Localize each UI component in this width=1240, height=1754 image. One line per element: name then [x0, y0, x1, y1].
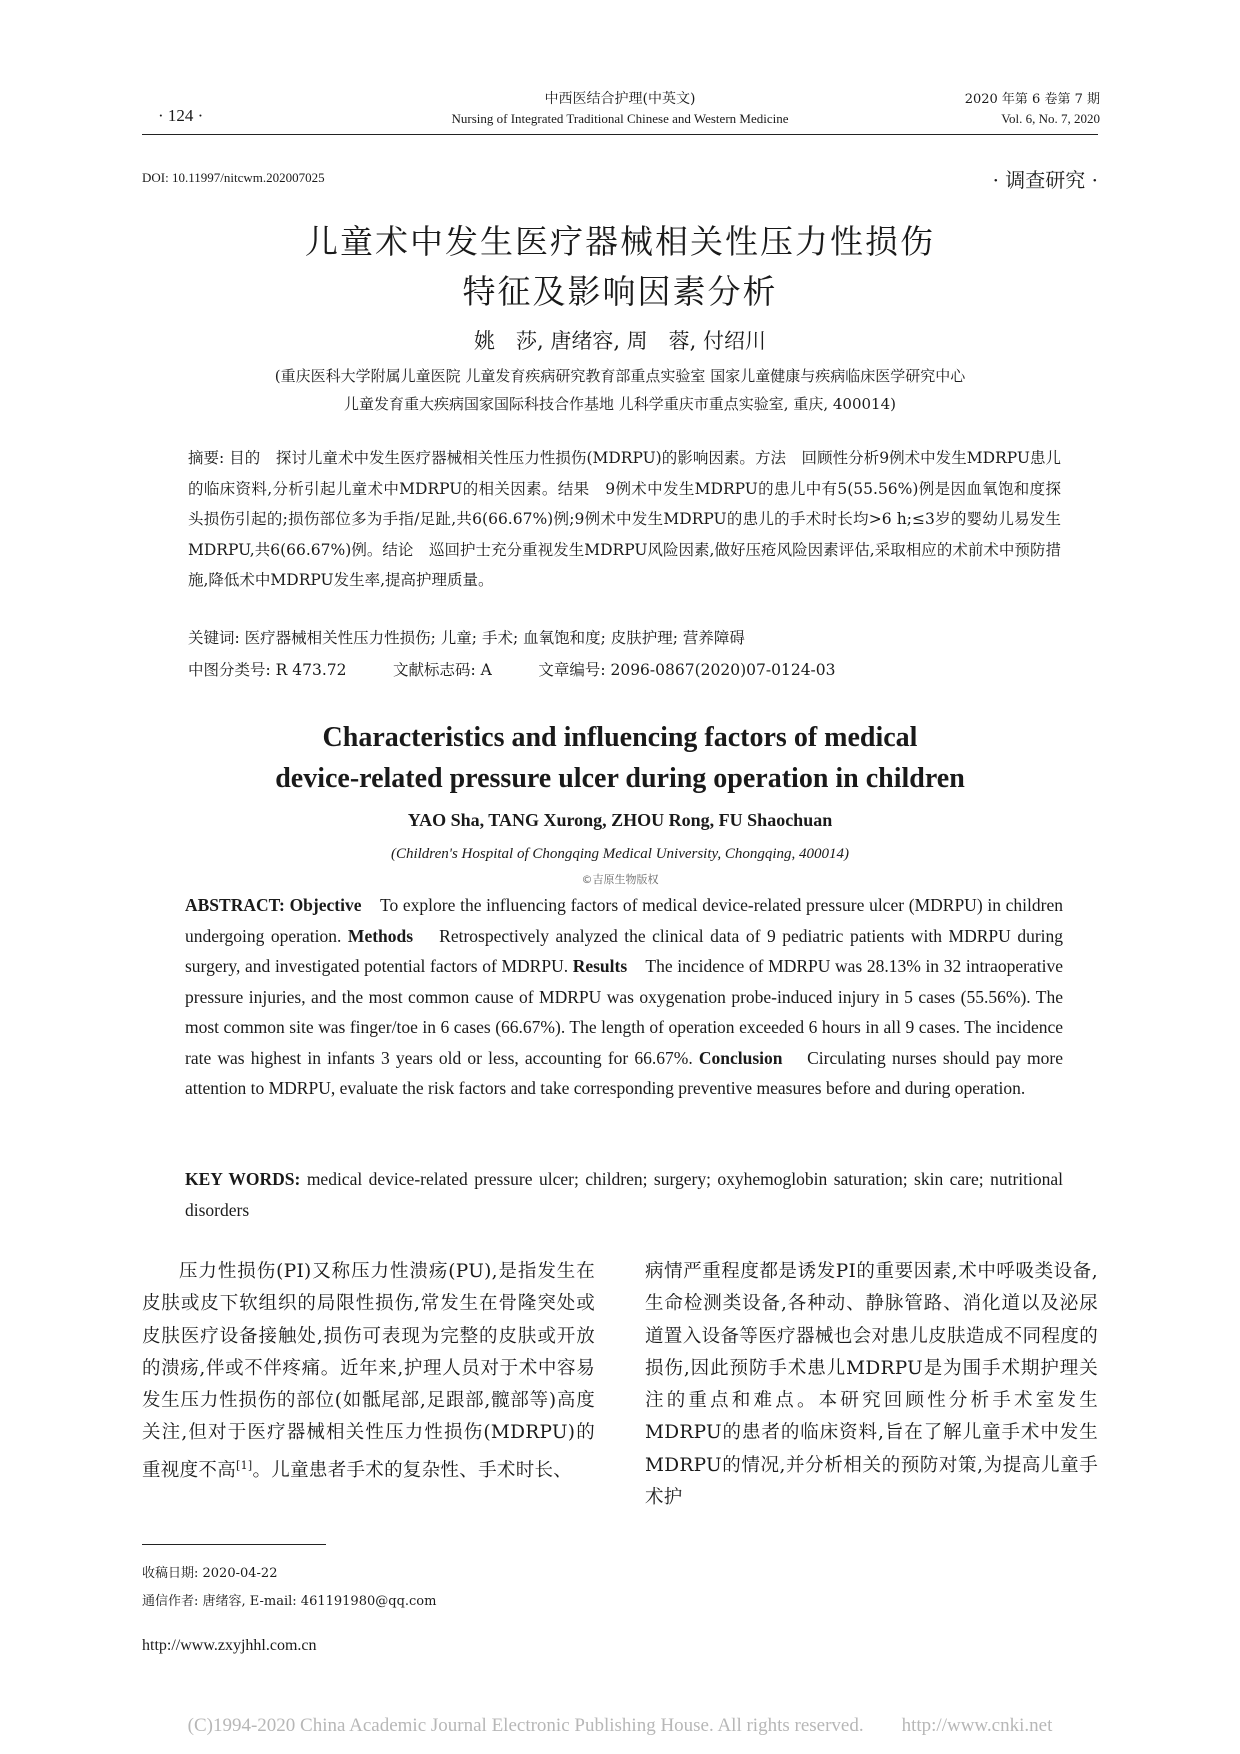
keywords-en-label: KEY WORDS [185, 1169, 295, 1189]
title-cn [0, 217, 1240, 317]
keywords-en: KEY WORDS: medical device-related pressure ulcer; children; surgery; oxyhemoglobin saturation; skin care; nutritional disorders [185, 1169, 1063, 1220]
title-en-line1: Characteristics and influencing factors of medical [322, 722, 918, 753]
body-right-column: 病情严重程度都是诱发PI的重要因素,术中呼吸类设备,生命检测类设备,各种动、静脉管路、消化道以及泌尿道置入设备等医疗器械也会对患儿皮肤造成不同程度的损伤,因此预防手术患儿MDRPU是为围手术期护理关注的重点和难点。本研究回顾性分析手术室发生MDRPU的患者的临床资料,旨在了解儿童手术中发生MDRPU的情况,并分析相关的预防对策,为提高儿童手术护 [645, 1261, 1098, 1509]
copyright-notice: (C)1994-2020 China Academic Journal Electronic Publishing House. All rights reserved. http://www.cnki.net [187, 1715, 1053, 1736]
affiliation-en: (Children's Hospital of Chongqing Medical University, Chongqing, 400014) [390, 846, 850, 862]
abstract-en-label: ABSTRACT [185, 895, 280, 915]
methods-text: Retrospectively analyzed the clinical data of 9 pediatric patients with MDRPU during surgery, and investigated potential factors of MDRPU. [185, 925, 1064, 976]
authors-en: YAO Sha, TANG Xurong, ZHOU Rong, FU Shaochuan [407, 810, 833, 830]
journal-title-en: Nursing of Integrated Traditional Chinese and Western Medicine [451, 111, 789, 126]
volume-en: Vol. 6, No. 7, 2020 [1001, 111, 1100, 126]
body-left-text: 压力性损伤(PI)又称压力性溃疡(PU),是指发生在皮肤或皮下软组织的局限性损伤,常发生在骨隆突处或皮肤医疗设备接触处,损伤可表现为完整的皮肤或开放的溃疡,伴或不伴疼痛。近年来,护理人员对于术中容易发生压力性损伤的部位(如骶尾部,足跟部,髋部等)高度关注,但对于医疗器械相关性压力性损伤(MDRPU)的重视度不高 [142, 1261, 595, 1481]
classification-cn: 中图分类号: R 473.72 文献标志码: A 文章编号: 2096-0867(2020)07-0124-03 [188, 661, 836, 679]
body-left-tail: 。儿童患者手术的复杂性、手术时长、 [252, 1459, 573, 1481]
header-rule [142, 134, 1098, 135]
affiliation-cn-line2: 儿童发育重大疾病国家国际科技合作基地 儿科学重庆市重点实验室, 重庆, 400014) [344, 395, 896, 413]
abstract-cn: 摘要: 目的 探讨儿童术中发生医疗器械相关性压力性损伤(MDRPU)的影响因素。方法 回顾性分析9例术中发生MDRPU患儿的临床资料,分析引起儿童术中MDRPU的相关因素。结果 9例术中发生MDRPU的患儿中有5(55.56%)例是因血氧饱和度探头损伤引起的;损伤部位多为手指/足趾,共6(66.67%)例;9例术中发生MDRPU的患儿的手术时长均>6 h;≤3岁的婴幼儿易发生MDRPU,共6(66.67%)例。结论 巡回护士充分重视发生MDRPU风险因素,做好压疮风险因素评估,采取相应的术前术中预防措施,降低术中MDRPU发生率,提高护理质量。 [188, 449, 1061, 589]
footnote-received: 收稿日期: 2020-04-22 [142, 1566, 278, 1581]
title-cn-line2: 特征及影响因素分析 [462, 272, 778, 311]
objective-text: To explore the influencing factors of medical device-related pressure ulcer (MDRPU) in children undergoing operation. [185, 895, 1064, 946]
authors-cn: 姚 莎, 唐绪容, 周 蓉, 付绍川 [473, 329, 767, 353]
title-cn-line1: 儿童术中发生医疗器械相关性压力性损伤 [305, 222, 935, 261]
results-label: Results [572, 956, 628, 976]
abstract-en: ABSTRACT: Objective To explore the influencing factors of medical device-related pressure ulcer (MDRPU) in children undergoing operation. Methods Retrospectively analyzed the clinical data of 9 pediatric patients with MDRPU during surgery, and investigated potential factors of MDRPU. Results The incidence of MDRPU was 28.13% in 32 intraoperative pressure injuries, and the most common cause of MDRPU was oxygenation probe-induced injury in 5 cases (55.56%). The most common site was finger/toe in 6 cases (66.67%). The length of operation exceeded 6 hours in all 9 cases. The incidence rate was highest in infants 3 years old or less, accounting for 66.67%. Conclusion Circulating nurses should pay more attention to MDRPU, evaluate the risk factors and take corresponding preventive measures before and during operation. [185, 895, 1064, 1098]
methods-label: Methods [347, 925, 414, 946]
keywords-cn: 关键词: 医疗器械相关性压力性损伤; 儿童; 手术; 血氧饱和度; 皮肤护理; 营养障碍 [188, 629, 745, 647]
volume-cn: 2020 年第 6 卷第 7 期 [964, 92, 1100, 107]
footnote-correspondence: 通信作者: 唐绪容, E-mail: 461191980@qq.com [142, 1594, 437, 1609]
doi: DOI: 10.11997/nitcwm.202007025 [142, 170, 325, 185]
title-en [0, 717, 1240, 799]
body-left-column [142, 1256, 595, 1487]
section-label: · 调查研究 · [992, 168, 1098, 192]
citation-1: [1] [236, 1458, 253, 1472]
results-text: The incidence of MDRPU was 28.13% in 32 intraoperative pressure injuries, and the most common cause of MDRPU was oxygenation probe-induced injury in 5 cases (55.56%). The most common site was finger/toe in 6 cases (66.67%). The length of operation exceeded 6 hours in all 9 cases. The incidence rate was highest in infants 3 years old or less, accounting for 66.67%. [185, 956, 1064, 1068]
objective-label: Objective [289, 895, 362, 915]
affiliation-cn [0, 362, 1240, 418]
page-number: · 124 · [158, 106, 204, 125]
title-en-line2: device-related pressure ulcer during operation in children [275, 763, 965, 794]
footnote-rule [142, 1544, 326, 1545]
journal-title-cn: 中西医结合护理(中英文) [544, 91, 696, 107]
watermark: ©吉原生物版权 [581, 873, 659, 886]
journal-url: http://www.zxyjhhl.com.cn [142, 1637, 317, 1654]
keywords-en-text: medical device-related pressure ulcer; children; surgery; oxyhemoglobin saturation; skin care; nutritional disorders [185, 1169, 1063, 1220]
conclusion-text: Circulating nurses should pay more attention to MDRPU, evaluate the risk factors and take corresponding preventive measures before and during operation. [185, 1047, 1063, 1098]
conclusion-label: Conclusion [698, 1047, 783, 1068]
affiliation-cn-line1: (重庆医科大学附属儿童医院 儿童发育疾病研究教育部重点实验室 国家儿童健康与疾病临床医学研究中心 [274, 367, 966, 385]
